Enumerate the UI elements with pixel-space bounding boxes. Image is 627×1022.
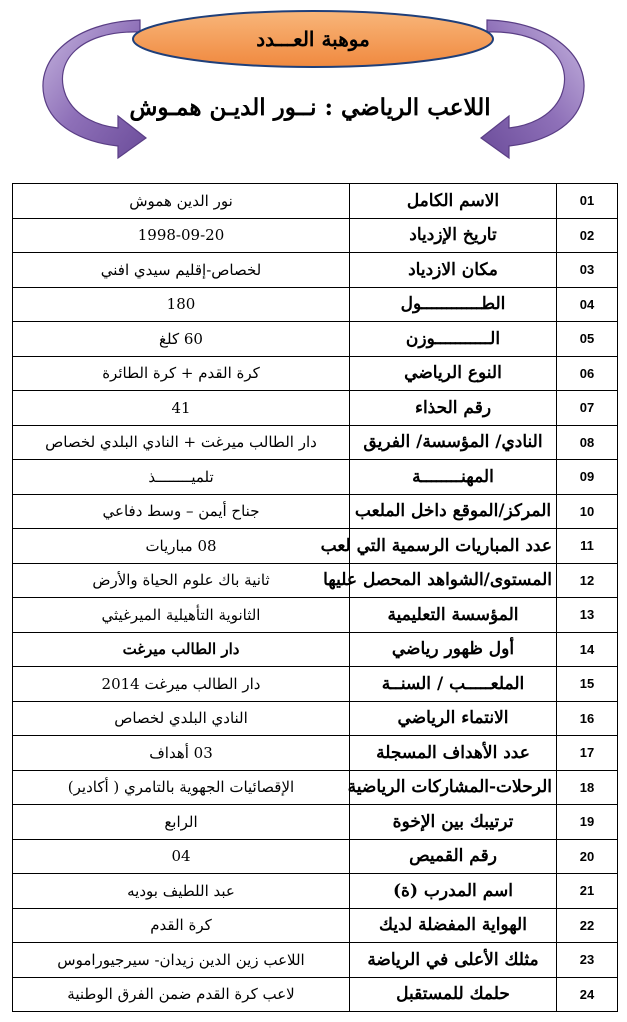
row-value: دار الطالب ميرغت [13,632,350,667]
row-label: رقم الحذاء [350,391,557,426]
table-row [13,908,618,943]
row-label: المهنــــــــة [350,460,557,495]
row-value: لاعب كرة القدم ضمن الفرق الوطنية [13,977,350,1012]
row-label: المؤسسة التعليمية [350,598,557,633]
table-row [13,529,618,564]
row-number: 24 [557,977,618,1012]
row-label: الـــــــــــوزن [350,322,557,357]
table-row [13,667,618,702]
row-value: الرابع [13,805,350,840]
row-label: الانتماء الرياضي [350,701,557,736]
row-label: مثلك الأعلى في الرياضة [350,943,557,978]
row-number: 23 [557,943,618,978]
row-label: رقم القميص [350,839,557,874]
row-value: دار الطالب ميرغت + النادي البلدي لخصاص [13,425,350,460]
row-value: اللاعب زين الدين زيدان- سيرجيوراموس [13,943,350,978]
row-number: 21 [557,874,618,909]
table-row [13,391,618,426]
header-banner [0,0,627,170]
page-subtitle: اللاعب الرياضي : نــور الديـن همـوش [129,94,491,121]
row-number: 10 [557,494,618,529]
row-number: 19 [557,805,618,840]
table-row [13,977,618,1012]
row-number: 22 [557,908,618,943]
player-info-table [12,183,618,1012]
row-value: 1998-09-20 [13,218,350,253]
row-number: 06 [557,356,618,391]
row-value: الثانوية التأهيلية الميرغيثي [13,598,350,633]
row-number: 07 [557,391,618,426]
row-label: المركز/الموقع داخل الملعب [350,494,557,529]
table-row [13,356,618,391]
row-value: 08 مباريات [13,529,350,564]
row-value: لخصاص-إقليم سيدي افني [13,253,350,288]
row-label: اسم المدرب (ة) [350,874,557,909]
row-label: المستوى/الشواهد المحصل عليها [350,563,557,598]
row-value: تلميــــــــذ [13,460,350,495]
row-value: عبد اللطيف بوديه [13,874,350,909]
table-row [13,701,618,736]
table-row [13,218,618,253]
row-value: كرة القدم + كرة الطائرة [13,356,350,391]
row-number: 02 [557,218,618,253]
row-label: مكان الازدياد [350,253,557,288]
row-value: ثانية باك علوم الحياة والأرض [13,563,350,598]
banner-title: موهبة العـــدد [256,27,370,51]
table-row [13,460,618,495]
row-number: 01 [557,184,618,219]
row-number: 11 [557,529,618,564]
row-label: عدد المباريات الرسمية التي لعب [350,529,557,564]
row-label: النادي/ المؤسسة/ الفريق [350,425,557,460]
row-number: 09 [557,460,618,495]
row-number: 05 [557,322,618,357]
table-row [13,839,618,874]
row-value: الإقصائيات الجهوية بالتامري ( أكادير) [13,770,350,805]
table-row [13,805,618,840]
row-label: حلمك للمستقبل [350,977,557,1012]
row-number: 16 [557,701,618,736]
row-value: كرة القدم [13,908,350,943]
row-number: 17 [557,736,618,771]
row-label: تاريخ الإزدياد [350,218,557,253]
table-row [13,770,618,805]
table-row [13,943,618,978]
row-number: 14 [557,632,618,667]
table-row [13,874,618,909]
row-number: 03 [557,253,618,288]
row-number: 13 [557,598,618,633]
row-value: دار الطالب ميرغت 2014 [13,667,350,702]
row-number: 20 [557,839,618,874]
row-label: النوع الرياضي [350,356,557,391]
row-number: 04 [557,287,618,322]
table-row [13,563,618,598]
row-value: 04 [13,839,350,874]
row-value: نور الدين هموش [13,184,350,219]
row-value: جناح أيمن – وسط دفاعي [13,494,350,529]
row-label: الرحلات-المشاركات الرياضية [350,770,557,805]
row-label: الاسم الكامل [350,184,557,219]
row-value: 60 كلغ [13,322,350,357]
table-row [13,494,618,529]
row-number: 15 [557,667,618,702]
row-label: ترتيبك بين الإخوة [350,805,557,840]
row-value: 03 أهداف [13,736,350,771]
row-value: النادي البلدي لخصاص [13,701,350,736]
table-row [13,287,618,322]
table-row [13,736,618,771]
row-label: عدد الأهداف المسجلة [350,736,557,771]
table-row [13,184,618,219]
row-value: 180 [13,287,350,322]
row-number: 18 [557,770,618,805]
table-row [13,598,618,633]
row-number: 12 [557,563,618,598]
row-label: الطــــــــــــول [350,287,557,322]
row-value: 41 [13,391,350,426]
row-label: الهواية المفضلة لديك [350,908,557,943]
row-number: 08 [557,425,618,460]
table-row [13,322,618,357]
table-row [13,425,618,460]
row-label: الملعـــــب / السنــة [350,667,557,702]
row-label: أول ظهور رياضي [350,632,557,667]
table-row [13,632,618,667]
table-row [13,253,618,288]
